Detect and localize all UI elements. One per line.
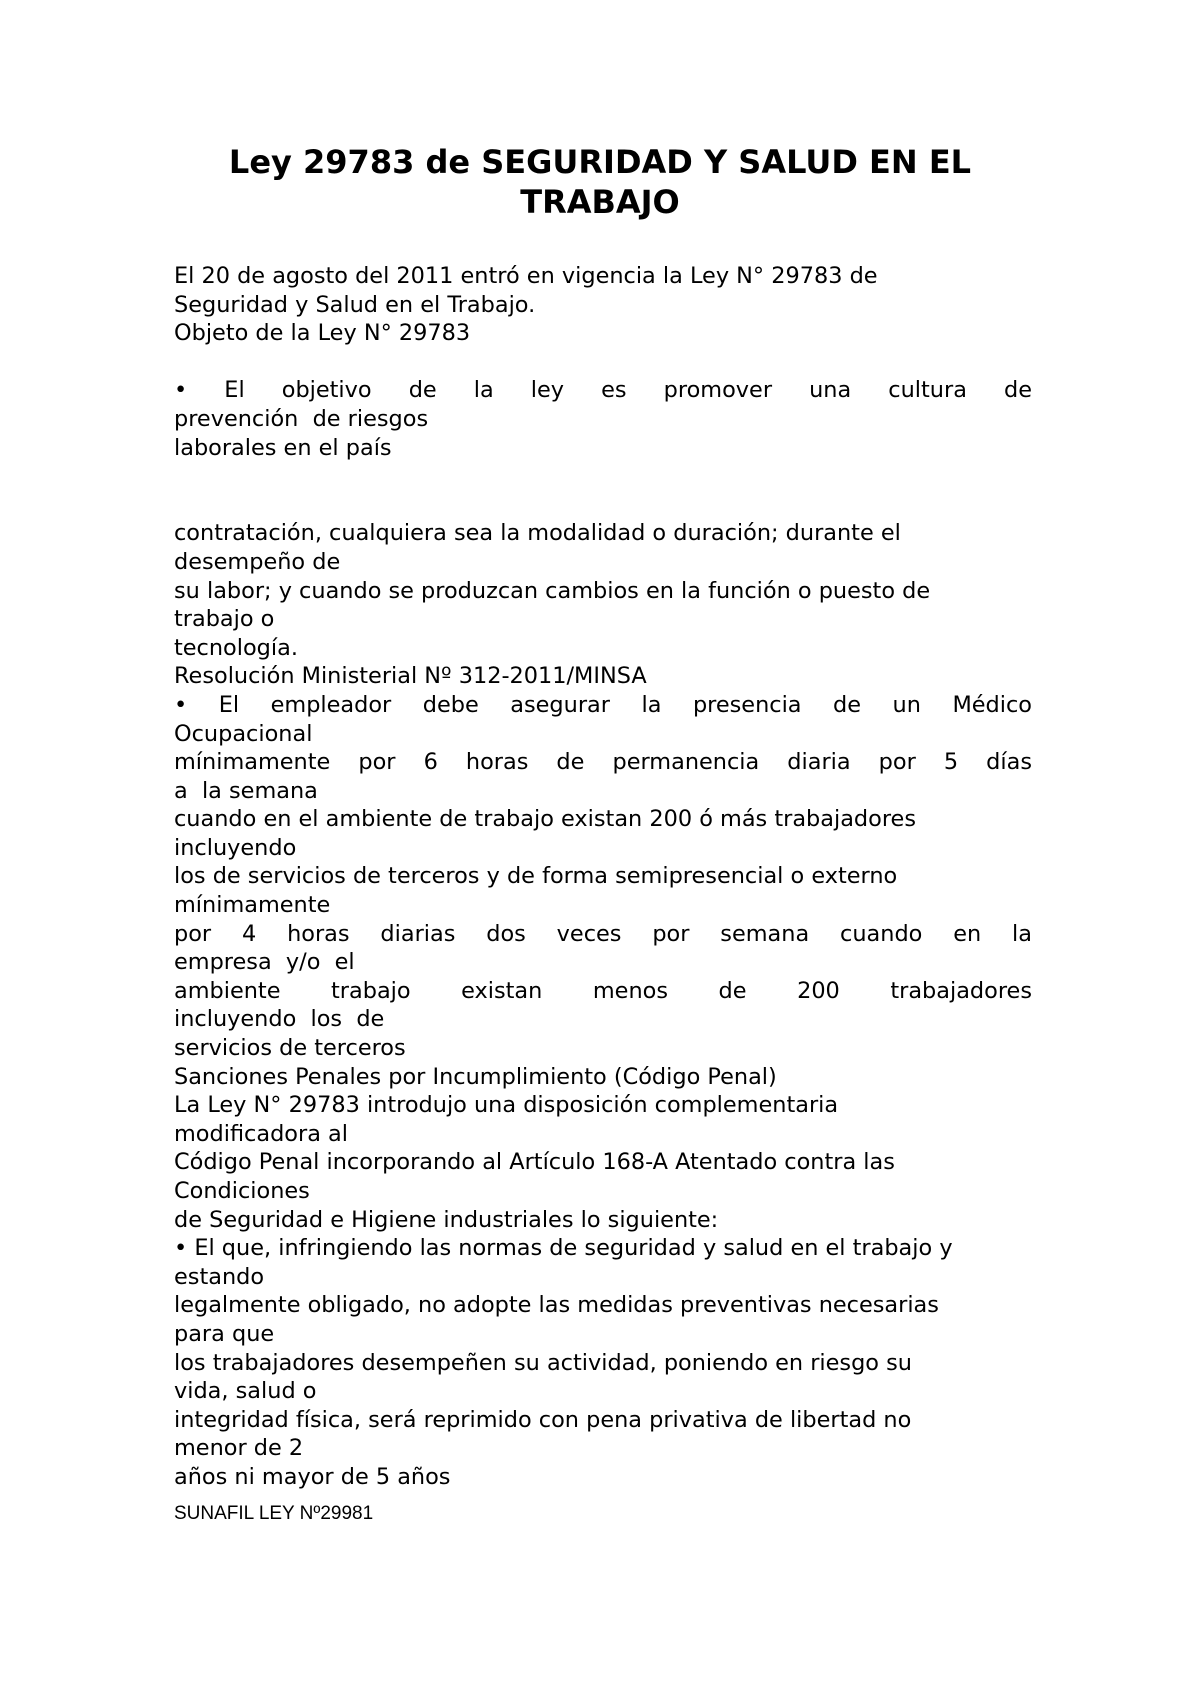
text-line: los de servicios de terceros y de forma semipresencial o externo bbox=[174, 863, 898, 890]
text-line: cuando en el ambiente de trabajo existan 200 ó más trabajadores bbox=[174, 806, 916, 833]
text-line: mínimamente por 6 horas de permanencia diaria por 5 días bbox=[174, 749, 1032, 776]
text-line: laborales en el país bbox=[174, 434, 392, 461]
text-line: empresa y/o el bbox=[174, 949, 355, 976]
text-line: incluyendo los de bbox=[174, 1006, 385, 1033]
text-line: tecnología. bbox=[174, 634, 298, 661]
text-line: desempeño de bbox=[174, 548, 341, 575]
text-line: Ocupacional bbox=[174, 720, 313, 747]
text-line: integridad física, será reprimido con pena privativa de libertad no bbox=[174, 1406, 912, 1433]
text-line: su labor; y cuando se produzcan cambios en la función o puesto de bbox=[174, 577, 931, 604]
blank-line bbox=[174, 348, 1032, 377]
text-line: Código Penal incorporando al Artículo 168-A Atentado contra las bbox=[174, 1149, 895, 1176]
text-line: a la semana bbox=[174, 777, 318, 804]
title-line: Ley 29783 de SEGURIDAD Y SALUD EN EL bbox=[228, 143, 972, 181]
text-line: de Seguridad e Higiene industriales lo siguiente: bbox=[174, 1206, 719, 1233]
bullet-line: • El que, infringiendo las normas de seguridad y salud en el trabajo y bbox=[174, 1235, 953, 1262]
text-line: menor de 2 bbox=[174, 1435, 304, 1462]
text-line: vida, salud o bbox=[174, 1378, 317, 1405]
text-line: mínimamente bbox=[174, 892, 331, 919]
text-line: servicios de terceros bbox=[174, 1035, 406, 1062]
footer-note: SUNAFIL LEY Nº29981 bbox=[174, 1503, 374, 1524]
text-line: estando bbox=[174, 1263, 265, 1290]
text-line: prevención de riesgos bbox=[174, 405, 429, 432]
text-line: contratación, cualquiera sea la modalidad o duración; durante el bbox=[174, 520, 901, 547]
text-line: incluyendo bbox=[174, 834, 297, 861]
bullet-line: • El objetivo de la ley es promover una cultura de bbox=[174, 377, 1032, 404]
blank-line bbox=[174, 462, 1032, 491]
text-line: trabajo o bbox=[174, 606, 275, 633]
document-body bbox=[174, 262, 1032, 1492]
bullet-line: • El empleador debe asegurar la presencia de un Médico bbox=[174, 691, 1032, 718]
text-line: ambiente trabajo existan menos de 200 trabajadores bbox=[174, 977, 1032, 1004]
text-line: legalmente obligado, no adopte las medidas preventivas necesarias bbox=[174, 1292, 939, 1319]
title-line: TRABAJO bbox=[520, 183, 680, 221]
text-line: Objeto de la Ley N° 29783 bbox=[174, 320, 471, 347]
text-line: La Ley N° 29783 introdujo una disposición complementaria bbox=[174, 1092, 839, 1119]
document-title bbox=[160, 142, 1040, 222]
text-line: para que bbox=[174, 1320, 275, 1347]
section-heading: Sanciones Penales por Incumplimiento (Código Penal) bbox=[174, 1063, 777, 1090]
blank-line bbox=[174, 491, 1032, 520]
text-line: por 4 horas diarias dos veces por semana cuando en la bbox=[174, 920, 1032, 947]
text-line: años ni mayor de 5 años bbox=[174, 1463, 451, 1490]
text-line: El 20 de agosto del 2011 entró en vigencia la Ley N° 29783 de bbox=[174, 263, 878, 289]
text-line: Condiciones bbox=[174, 1178, 310, 1204]
text-line: los trabajadores desempeñen su actividad, poniendo en riesgo su bbox=[174, 1349, 912, 1376]
section-heading: Resolución Ministerial Nº 312-2011/MINSA bbox=[174, 663, 647, 690]
text-line: modificadora al bbox=[174, 1120, 348, 1147]
text-line: Seguridad y Salud en el Trabajo. bbox=[174, 291, 536, 318]
